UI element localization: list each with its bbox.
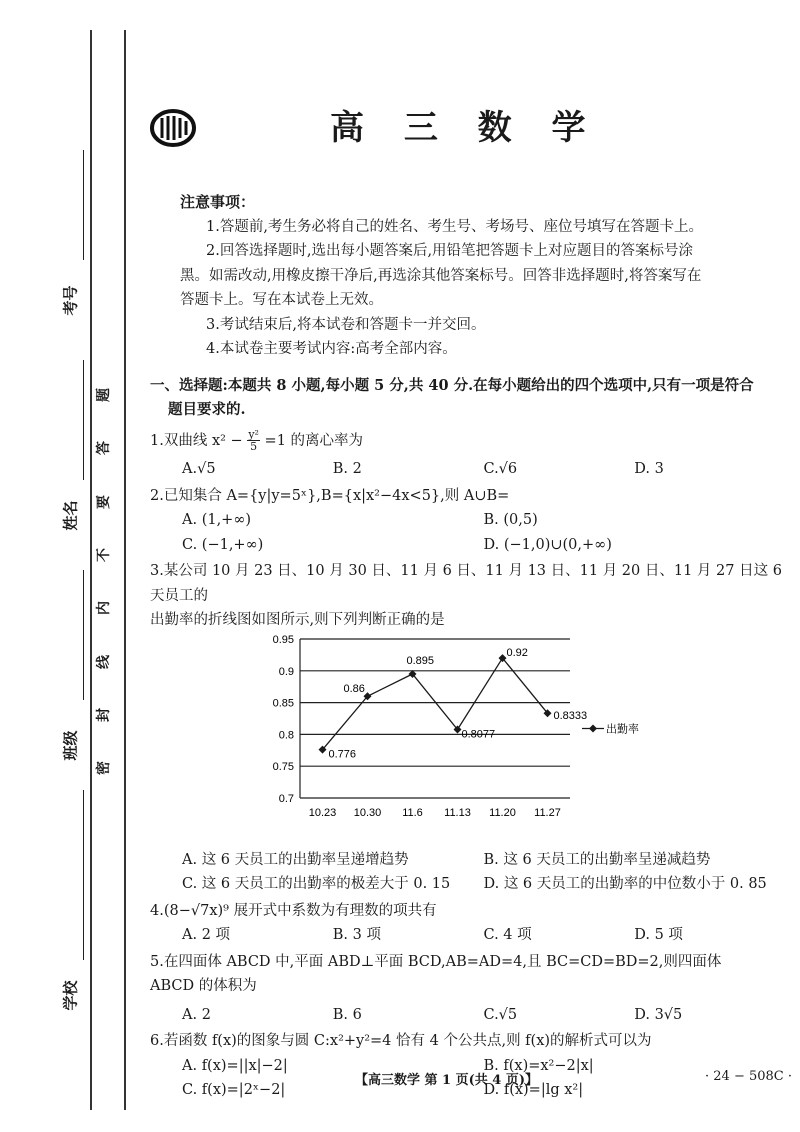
question-2: 2.已知集合 A={y|y=5ˣ},B={x|x²−4x<5},则 A∪B= (150, 487, 510, 504)
school-label: 学校 (61, 980, 80, 1011)
question-3-options (150, 872, 785, 897)
option-c: C. f(x)=|2ˣ−2| (182, 1082, 286, 1098)
seal-char: 答 (96, 441, 112, 455)
paper-code: · 24 − 508C · (705, 1069, 792, 1084)
data-label: 0.8077 (461, 728, 496, 741)
exam-number-label: 考号 (61, 285, 80, 316)
option-a: A. 这 6 天员工的出勤率呈递增趋势 (182, 851, 409, 868)
notice-item: 4.本试卷主要考试内容:高考全部内容。 (206, 341, 457, 357)
x-tick-label: 11.13 (444, 806, 471, 819)
legend-marker (589, 724, 597, 732)
x-tick-label: 10.23 (308, 806, 337, 819)
exam-content (150, 190, 785, 1103)
option-a: A.√5 (182, 461, 216, 477)
question-1-fraction (247, 429, 260, 452)
option-d: D. 3√5 (634, 1006, 683, 1023)
option-b: B. 3 项 (332, 927, 381, 943)
notice-item: 2.回答选择题时,选出每小题答案后,用铅笔把答题卡上对应题目的答案标号涂 (206, 243, 694, 259)
y-tick-label: 0.9 (278, 665, 294, 678)
page-footer: 【高三数学 第 1 页(共 4 页)】 (355, 1073, 539, 1088)
class-label: 班级 (61, 730, 80, 761)
chart-svg (260, 633, 680, 848)
data-label: 0.895 (406, 654, 435, 667)
option-b: B. 2 (332, 461, 362, 477)
publisher-logo-icon (150, 108, 196, 152)
option-b: B. (0,5) (483, 512, 538, 528)
y-tick-label: 0.85 (272, 697, 294, 710)
name-label: 姓名 (61, 500, 80, 531)
question-3-stem-line1: 3.某公司 10 月 23 日、10 月 30 日、11 月 6 日、11 月 13 日、11 月 20 日、11 月 27 日这 6 天员工的 (150, 563, 782, 604)
question-1-options (150, 457, 785, 482)
seal-char: 不 (96, 548, 112, 562)
notice-item: 答题卡上。写在本试卷上无效。 (180, 292, 383, 308)
option-c: C. 4 项 (483, 927, 532, 943)
option-b: B. 6 (332, 1006, 362, 1023)
seal-char: 线 (96, 655, 112, 669)
option-d: D. 5 项 (634, 927, 683, 943)
section-heading-line1: 一、选择题:本题共 8 小题,每小题 5 分,共 40 分.在每小题给出的四个选项中,只有一项是符合 (150, 376, 754, 394)
question-3-options (150, 848, 785, 873)
question-1-stem-b: =1 的离心率为 (264, 432, 364, 449)
section-heading (150, 374, 785, 423)
y-tick-label: 0.7 (278, 792, 294, 805)
question-5-stem-line1: 5.在四面体 ABCD 中,平面 ABD⊥平面 BCD,AB=AD=4,且 BC=CD=BD=2,则四面体 (150, 953, 722, 970)
notice-item: 黑。如需改动,用橡皮擦干净后,再选涂其他答案标号。回答非选择题时,将答案写在 (180, 267, 702, 284)
option-c: C.√6 (483, 461, 518, 477)
question-5-stem-line2: ABCD 的体积为 (150, 978, 257, 994)
option-c: C. (−1,+∞) (182, 536, 264, 553)
question-2-options (150, 508, 785, 533)
series-line (323, 658, 548, 750)
school-fill-line (83, 790, 84, 960)
option-a: A. 2 项 (182, 927, 231, 943)
fraction-numerator: y² (248, 428, 259, 441)
exam-number-fill-line (83, 150, 84, 260)
question-4-options (150, 923, 785, 948)
page-title: 高 三 数 学 (330, 108, 600, 148)
question-3-stem-line2: 出勤率的折线图如图所示,则下列判断正确的是 (150, 612, 445, 628)
question-1 (150, 429, 785, 454)
question-6: 6.若函数 f(x)的图象与圆 C:x²+y²=4 恰有 4 个公共点,则 f(x)的解析式可以为 (150, 1033, 652, 1049)
seal-char: 封 (96, 708, 112, 722)
seal-char: 题 (96, 388, 112, 402)
legend-label: 出勤率 (606, 722, 639, 735)
option-c: C. 这 6 天员工的出勤率的极差大于 0. 15 (182, 876, 451, 892)
binding-margin (0, 0, 140, 1132)
y-tick-label: 0.95 (272, 633, 294, 646)
question-1-stem-a: 1.双曲线 x² − (150, 432, 243, 449)
seal-char: 要 (96, 495, 112, 509)
option-d: D. 3 (634, 461, 664, 477)
option-d: D. 这 6 天员工的出勤率的中位数小于 0. 85 (483, 876, 767, 892)
option-a: A. f(x)=||x|−2| (182, 1057, 288, 1074)
attendance-line-chart (260, 633, 680, 848)
x-tick-label: 11.20 (489, 806, 516, 819)
fraction-denominator: 5 (250, 440, 258, 453)
y-tick-label: 0.8 (278, 728, 294, 741)
notice-heading: 注意事项： (180, 193, 256, 211)
option-c: C.√5 (483, 1006, 518, 1023)
data-label: 0.8333 (553, 709, 588, 722)
notice-item: 1.答题前,考生务必将自己的姓名、考生号、考场号、座位号填写在答题卡上。 (206, 218, 703, 235)
notice-item: 3.考试结束后,将本试卷和答题卡一并交回。 (206, 316, 486, 333)
question-5-options (150, 1003, 785, 1028)
x-tick-label: 11.27 (534, 806, 561, 819)
y-tick-label: 0.75 (272, 760, 294, 773)
option-a: A. (1,+∞) (182, 512, 252, 528)
seal-char: 内 (96, 601, 112, 615)
option-b: B. 这 6 天员工的出勤率呈递减趋势 (483, 851, 711, 868)
data-label: 0.86 (343, 682, 365, 695)
seal-char: 密 (96, 761, 112, 775)
x-tick-label: 10.30 (353, 806, 382, 819)
data-label: 0.776 (328, 748, 357, 761)
question-2-options (150, 533, 785, 558)
data-label: 0.92 (506, 646, 528, 659)
section-heading-line2: 题目要求的. (168, 401, 246, 418)
binding-line-outer (90, 30, 92, 1110)
name-fill-line (83, 360, 84, 480)
option-d: D. (−1,0)∪(0,+∞) (483, 536, 612, 553)
option-b: B. f(x)=x²−2|x| (483, 1057, 594, 1074)
option-d: D. f(x)=|lg x²| (483, 1082, 584, 1098)
binding-line-inner (124, 30, 126, 1110)
class-fill-line (83, 570, 84, 700)
x-tick-label: 11.6 (402, 806, 423, 819)
option-a: A. 2 (182, 1006, 211, 1023)
question-4: 4.(8−√7x)⁹ 展开式中系数为有理数的项共有 (150, 902, 437, 919)
